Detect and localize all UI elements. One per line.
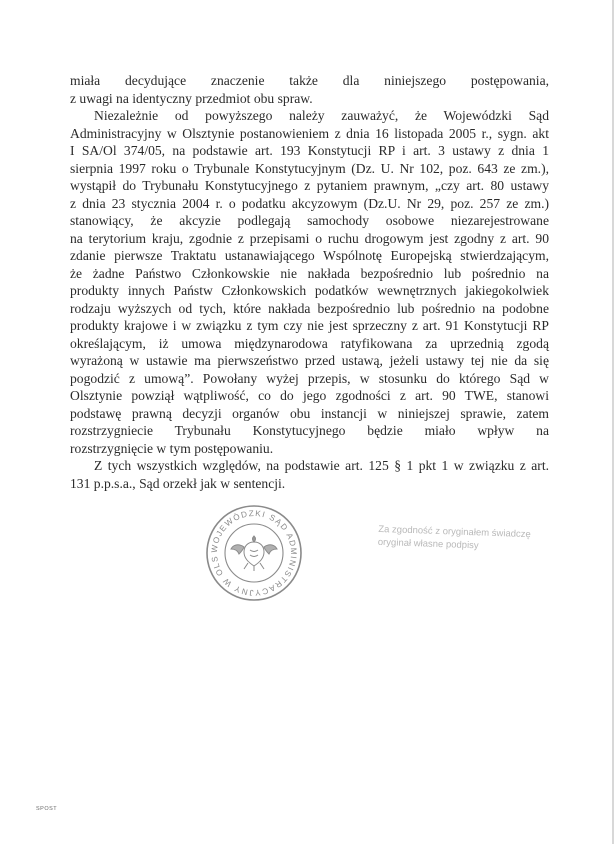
text-line: produkty krajowe i w związku z tym czy nie jest sprzeczny z art. 91 Konstytucji RP bbox=[70, 318, 549, 333]
paragraph-start-line: Z tych wszystkich względów, na podstawie art. 125 § 1 pkt 1 w związku z art. bbox=[94, 458, 549, 473]
text-line: rozstrzygniecie Trybunału Konstytucyjnego będzie miało wpływ na bbox=[70, 423, 549, 438]
text-line: 131 p.p.s.a., Sąd orzekł jak w sentencji. bbox=[70, 475, 286, 491]
text-line: podstawę prawną decyzji organów obu instancji w niniejszej sprawie, zatem bbox=[70, 405, 549, 421]
text-line: I SA/Ol 374/05, na podstawie art. 193 Konstytucji RP i art. 3 ustawy z dnia 1 bbox=[70, 143, 549, 158]
seal-graphic bbox=[204, 503, 304, 603]
text-line: Olsztynie powziął wątpliwość, co do jego zgodności z art. 90 TWE, stanowi bbox=[70, 388, 549, 403]
text-line: z dnia 23 stycznia 2004 r. o podatku akcyzowym (Dz.U. Nr 29, poz. 257 ze zm.) bbox=[70, 195, 549, 211]
text-line: wystąpił do Trybunału Konstytucyjnego z pytaniem prawnym, „czy art. 80 ustawy bbox=[70, 178, 549, 193]
text-line: sierpnia 1997 roku o Trybunale Konstytucyjnym (Dz. U. Nr 102, poz. 643 ze zm.), bbox=[70, 160, 549, 176]
footer-code: SPOST bbox=[36, 806, 58, 812]
text-line: stanowiący, że akcyzie podlegają samochody osobowe niezarejestrowane bbox=[70, 213, 549, 228]
text-line: określającym, iż umowa międzynarodowa ratyfikowana za uprzednią zgodą bbox=[70, 335, 549, 351]
document-body bbox=[70, 72, 549, 492]
text-line: że żadne Państwo Członkowskie nie nakłada bezpośrednio lub pośrednio na bbox=[70, 265, 549, 281]
text-line: na terytorium kraju, zgodnie z przepisami o ruchu drogowym jest zgodny z art. 90 bbox=[70, 230, 549, 246]
copy-note-line: Za zgodność z oryginałem świadczę bbox=[378, 523, 531, 541]
text-line: pogodzić z umową”. Powołany wyżej przepis, w stosunku do którego Sąd w bbox=[70, 370, 549, 386]
official-seal-stamp bbox=[204, 503, 304, 603]
eagle-emblem-icon bbox=[231, 536, 277, 571]
certified-copy-note bbox=[378, 523, 559, 555]
seal-inner-ring bbox=[225, 524, 283, 582]
seal-ring-text-path: WOJEWÓDZKI SĄD ADMINISTRACYJNY W OLS bbox=[209, 508, 299, 598]
text-line: Administracyjny w Olsztynie postanowieniem z dnia 16 listopada 2005 r., sygn. akt bbox=[70, 125, 549, 141]
seal-outer-ring bbox=[207, 506, 301, 600]
text-line: rozstrzygnięcie w tym postępowaniu. bbox=[70, 440, 274, 456]
text-line: miała decydujące znaczenie także dla niniejszego postępowania, bbox=[70, 73, 549, 88]
text-line: z uwagi na identyczny przedmiot obu spraw. bbox=[70, 90, 313, 106]
text-line: zdanie pierwsze Traktatu ustanawiającego Wspólnotę Europejską stwierdzającym, bbox=[70, 248, 549, 263]
text-line: wyrażoną w ustawie ma pierwszeństwo przed ustawą, jeżeli ustawy tej nie da się bbox=[70, 353, 549, 368]
text-line: rodzaju wyższych od tych, które nakłada bezpośrednio lub pośrednio na podobne bbox=[70, 300, 549, 316]
paragraph-start-line: Niezależnie od powyższego należy zauważyć, że Wojewódzki Sąd bbox=[94, 108, 549, 123]
text-line: produkty innych Państw Członkowskich podatków wewnętrznych jakiegokolwiek bbox=[70, 283, 549, 298]
copy-note-line: oryginał własne podpisy bbox=[377, 536, 479, 552]
